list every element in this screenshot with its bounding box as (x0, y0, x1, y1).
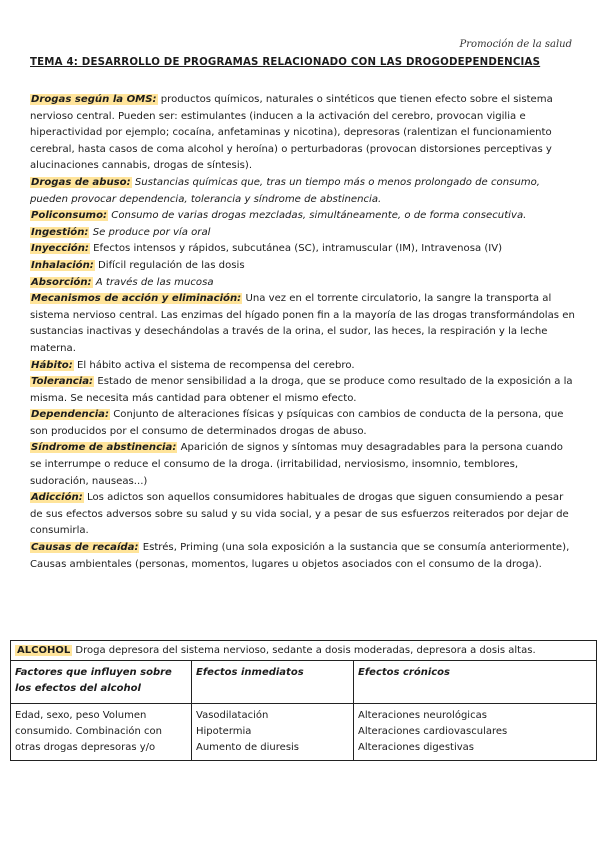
list-item: Alteraciones digestivas (358, 742, 474, 753)
definition-entry (30, 407, 575, 440)
definition-text: productos químicos, naturales o sintéticos que tienen efecto sobre el sistema nervioso central. Pueden ser: estimulantes (inducen a la activación del cerebro, provocan vigilia e hiperactividad por ejemplo; cocaína, anfetaminas y nicotina), depresoras (ralentizan el funcionamiento cerebral, hasta casos de coma alcohol y heroína) o perturbadoras (provocan distorsiones perceptivas y alucinaciones cannabis, drogas de síntesis). (30, 94, 553, 172)
definition-text: A través de las mucosa (95, 276, 214, 288)
definition-text: Una vez en el torrente circulatorio, la sangre la transporta al sistema nervioso central. Las enzimas del hígado ponen fin a la mayoría de las drogas transformándolas en sustancias inactivas y desechándolas a través de la orina, el sudor, las heces, la respiración y la leche materna. (30, 293, 575, 354)
page-title: TEMA 4: DESARROLLO DE PROGRAMAS RELACIONADO CON LAS DROGODEPENDENCIAS (30, 57, 541, 68)
definition-term: Adicción: (31, 492, 83, 504)
definition-entry (30, 440, 575, 490)
definition-entry (30, 275, 575, 292)
definition-text: Aparición de signos y síntomas muy desagradables para la persona cuando se interrumpe o reduce el consumo de la droga. (irritabilidad, nerviosismo, insomnio, temblores, sudoración, nauseas...) (30, 442, 563, 487)
column-header: Efectos crónicos (354, 661, 597, 704)
definition-entry (30, 225, 575, 242)
list-item: Alteraciones cardiovasculares (358, 726, 508, 737)
definition-term: Drogas según la OMS: (31, 94, 157, 105)
definition-term: Inyección: (31, 243, 89, 255)
definition-term: Síndrome de abstinencia: (31, 442, 177, 454)
definition-term: Inhalación: (31, 259, 94, 271)
definitions-list (30, 92, 575, 573)
definition-entry (30, 208, 575, 225)
table-row (11, 641, 597, 661)
definition-text: Efectos intensos y rápidos, subcutánea (SC), intramuscular (IM), Intravenosa (IV) (93, 243, 503, 255)
definition-entry (30, 374, 575, 407)
definition-term: Absorción: (31, 276, 92, 288)
alcohol-term: ALCOHOL (17, 645, 71, 656)
table-row (11, 704, 597, 761)
definition-entry (30, 241, 575, 258)
table-cell (354, 704, 597, 761)
definition-entry (30, 540, 575, 573)
definition-text: El hábito activa el sistema de recompensa del cerebro. (76, 359, 355, 371)
definition-text: Estrés, Priming (una sola exposición a la sustancia que se consumía anteriormente), Causas ambientales (personas, momentos, lugares u objetos asociados con el consumo de la droga). (30, 542, 570, 570)
definition-text: Sustancias químicas que, tras un tiempo más o menos prolongado de consumo, pueden provocar dependencia, tolerancia y síndrome de abstinencia. (30, 176, 540, 205)
definition-text: Difícil regulación de las dosis (98, 259, 245, 271)
definition-term: Drogas de abuso: (31, 176, 131, 188)
definition-text: Estado de menor sensibilidad a la droga, que se produce como resultado de la exposición a la misma. Se necesita más cantidad para obtener el mismo efecto. (30, 376, 573, 404)
definition-entry (30, 258, 575, 275)
column-header: Factores que influyen sobre los efectos del alcohol (11, 661, 192, 704)
definition-entry (30, 291, 575, 357)
definition-text: Consumo de varias drogas mezcladas, simultáneamente, o de forma consecutiva. (111, 210, 527, 222)
header-label: Promoción de la salud (459, 39, 572, 50)
table-cell: Edad, sexo, peso Volumen consumido. Combinación con otras drogas depresoras y/o (11, 704, 192, 761)
table-header-row (11, 661, 597, 704)
definition-term: Tolerancia: (31, 376, 94, 388)
definition-term: Dependencia: (31, 409, 110, 421)
list-item: Aumento de diuresis (196, 742, 300, 753)
definition-text: Los adictos son aquellos consumidores habituales de drogas que siguen consumiendo a pesar de sus efectos adversos sobre su salud y su vida social, y a pesar de sus esfuerzos reiterados por dejar de consumirla. (30, 492, 569, 537)
list-item: Alteraciones neurológicas (358, 710, 487, 721)
definition-entry (30, 175, 575, 208)
definition-text: Conjunto de alteraciones físicas y psíquicas con cambios de conducta de la persona, que son producidos por el consumo de determinados drogas de abuso. (30, 409, 564, 437)
definition-entry (30, 92, 575, 175)
list-item: Hipotermia (196, 726, 252, 737)
definition-term: Mecanismos de acción y eliminación: (31, 293, 242, 305)
definition-term: Ingestión: (31, 226, 89, 238)
definition-term: Causas de recaída: (31, 542, 139, 554)
list-item: Vasodilatación (196, 710, 269, 721)
column-header: Efectos inmediatos (192, 661, 354, 704)
definition-text: Se produce por vía oral (92, 226, 211, 238)
alcohol-intro-cell (11, 641, 597, 661)
definition-term: Hábito: (31, 359, 73, 371)
definition-entry (30, 490, 575, 540)
definition-entry (30, 358, 575, 375)
definition-term: Policonsumo: (31, 210, 108, 222)
table-cell (192, 704, 354, 761)
alcohol-table (10, 640, 597, 761)
alcohol-intro: Droga depresora del sistema nervioso, sedante a dosis moderadas, depresora a dosis altas. (75, 645, 536, 656)
